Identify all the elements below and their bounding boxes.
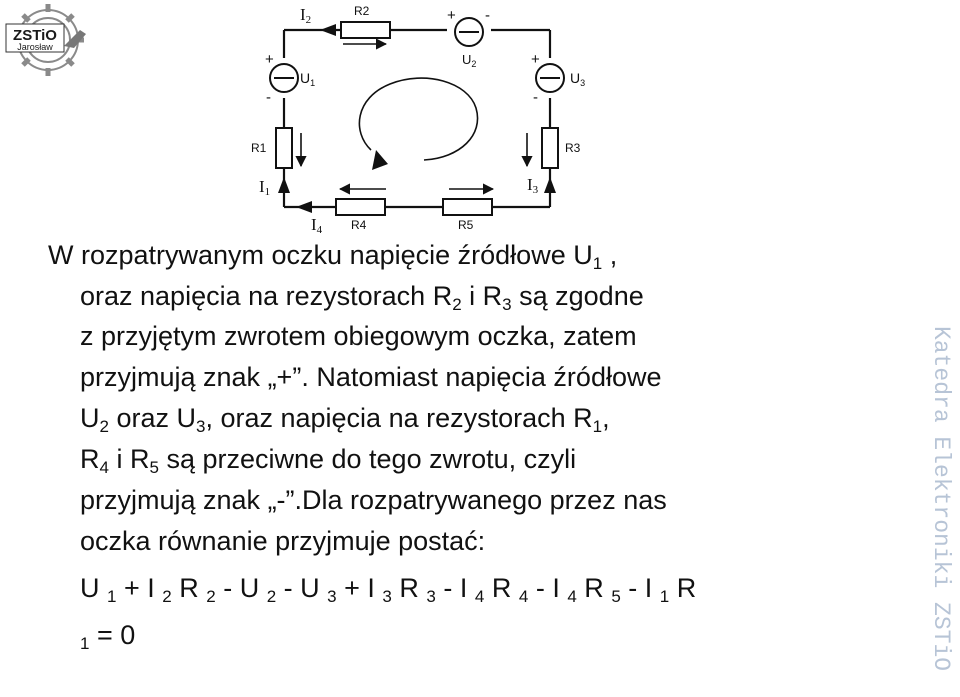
current-label-i1: I1 [259, 177, 271, 198]
equation-subscript: 4 [567, 587, 577, 606]
label-r2: R2 [354, 4, 370, 18]
current-label-i2: I2 [300, 5, 312, 26]
equation-subscript: 3 [382, 587, 392, 606]
equation-term: R [576, 573, 612, 603]
equation-subscript: 4 [518, 587, 529, 606]
watermark-vertical [921, 322, 960, 692]
current-label-i3: I3 [527, 175, 539, 196]
logo-title: ZSTiO [13, 27, 57, 44]
equation-subscript: 1 [107, 587, 117, 606]
text-line-3: z przyjętym zwrotem obiegowym oczka, zatem [80, 321, 637, 351]
text-line-6: $R_4$ i $R_5$ są przeciwne do tego zwrotu, czyli [80, 444, 577, 477]
equation-term: - I [620, 573, 660, 603]
equation-term: U [80, 573, 107, 603]
text-line-4: przyjmują znak „+”. Natomiast napięcia źródłowe [80, 362, 662, 392]
u1-minus: - [266, 89, 271, 106]
label-r4: R4 [351, 218, 367, 232]
text-line-7: przyjmują znak „-”.Dla rozpatrywanego przez nas [80, 485, 667, 515]
equation-subscript: 3 [327, 587, 337, 606]
equation-subscript: 5 [611, 587, 621, 606]
text-line-5: $U_2$ oraz $U_3$, oraz napięcia na rezystorach $R_1$, [80, 403, 610, 436]
u1-plus: + [265, 51, 274, 68]
u2-plus: + [447, 7, 456, 24]
equation-term: + I [336, 573, 383, 603]
u2-minus: - [485, 7, 490, 24]
equation-term: - I [435, 573, 475, 603]
equation-term: R [171, 573, 207, 603]
label-r5: R5 [458, 218, 474, 232]
label-u2: $U_2$ [462, 52, 477, 69]
equation-subscript: 2 [266, 587, 277, 606]
u3-minus: - [533, 89, 538, 106]
equation-term: + I [116, 573, 163, 603]
equation-subscript: 2 [162, 587, 172, 606]
text-line-8: oczka równanie przyjmuje postać: [80, 526, 486, 556]
label-u3: $U_3$ [570, 70, 586, 88]
label-u1: $U_1$ [300, 70, 316, 88]
equation-term: R [669, 573, 697, 603]
current-label-i4: I4 [311, 215, 323, 236]
equation-subscript: 1 [659, 587, 670, 606]
equation-line-2: $_1$ = 0 [80, 620, 136, 653]
logo-subtitle: Jarosław [17, 42, 53, 52]
equation-term: - U [215, 573, 267, 603]
watermark-text: Katedra Elektroniki ZSTiO [928, 326, 954, 672]
equation-line-1 [80, 575, 696, 605]
equation-term: - U [276, 573, 328, 603]
equation-subscript: 2 [206, 587, 216, 606]
equation-term: - I [528, 573, 568, 603]
equation-subscript: 3 [426, 587, 436, 606]
label-r1: R1 [251, 141, 267, 155]
u3-plus: + [531, 51, 540, 68]
text-line-2: oraz napięcia na rezystorach $R_2$ i $R_3$ są zgodne [80, 281, 644, 314]
label-r3: R3 [565, 141, 581, 155]
equation-term: R [391, 573, 427, 603]
equation-term: R [484, 573, 519, 603]
equation-subscript: 4 [474, 587, 485, 606]
text-line-1: W rozpatrywanym oczku napięcie źródłowe $U_1$ , [48, 240, 618, 273]
